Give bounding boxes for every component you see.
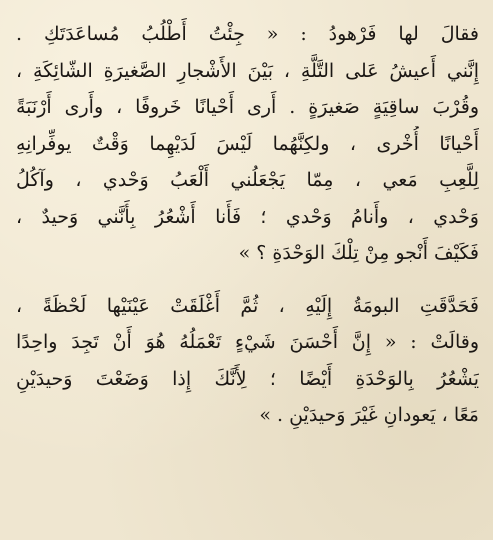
paragraph-gap	[16, 272, 479, 288]
text-line: لِلَّعِبِ مَعي ، مِمّا يَجْعَلُني أَلْعَبُ وَحْدي ، وآكُلُ	[16, 169, 479, 191]
text-line: إِنَّني أَعيشُ عَلى التَّلَّةِ ، بَيْنَ الأَشْجارِ الصَّغيرَةِ الشّائِكَةِ ،	[16, 59, 479, 82]
text-line: مَعًا ، يَعودانِ غَيْرَ وَحيدَيْنِ . »	[259, 404, 479, 426]
text-line: أَحْيانًا أُخْرى ، ولكِنَّهُما لَيْسَ لَدَيْهِما وَقْتٌ يوفِّرانِهِ	[16, 132, 479, 155]
text-line: وقالَتْ : « إِنَّ أَحْسَنَ شَيْءٍ تَعْمَلُهُ هُوَ أَنْ تَجِدَ واحِدًا	[16, 331, 479, 353]
text-line: فقالَ لها فَرْهودُ : « جِئْتُ أَطْلُبُ مُساعَدَتَكِ .	[16, 23, 479, 45]
text-line: فَحَدَّقَتِ البومَةُ إِلَيْهِ ، ثُمَّ أَغْلَقَتْ عَيْنَيْها لَحْظَةً ،	[16, 294, 479, 317]
text-line: فَكَيْفَ أَنْجو مِنْ تِلْكَ الوَحْدَةِ ؟ »	[238, 242, 479, 264]
paragraph-farhoud-request	[16, 16, 479, 272]
text-line: وقُرْبَ ساقِيَةٍ صَغيرَةٍ . أَرى أَحْيانًا خَروفًا ، وأَرى أَرْنَبَةً	[16, 96, 479, 118]
text-line: وَحْدي ، وأَنامُ وَحْدي ؛ فَأَنا أَشْعُرُ بِأَنَّني وَحيدٌ ،	[16, 205, 479, 228]
paragraph-owl-reply	[16, 288, 479, 434]
text-line: يَشْعُرُ بِالوَحْدَةِ أَيْضًا ؛ لِأَنَّكَ إِذا وَضَعْتَ وَحيدَيْنِ	[16, 367, 479, 390]
